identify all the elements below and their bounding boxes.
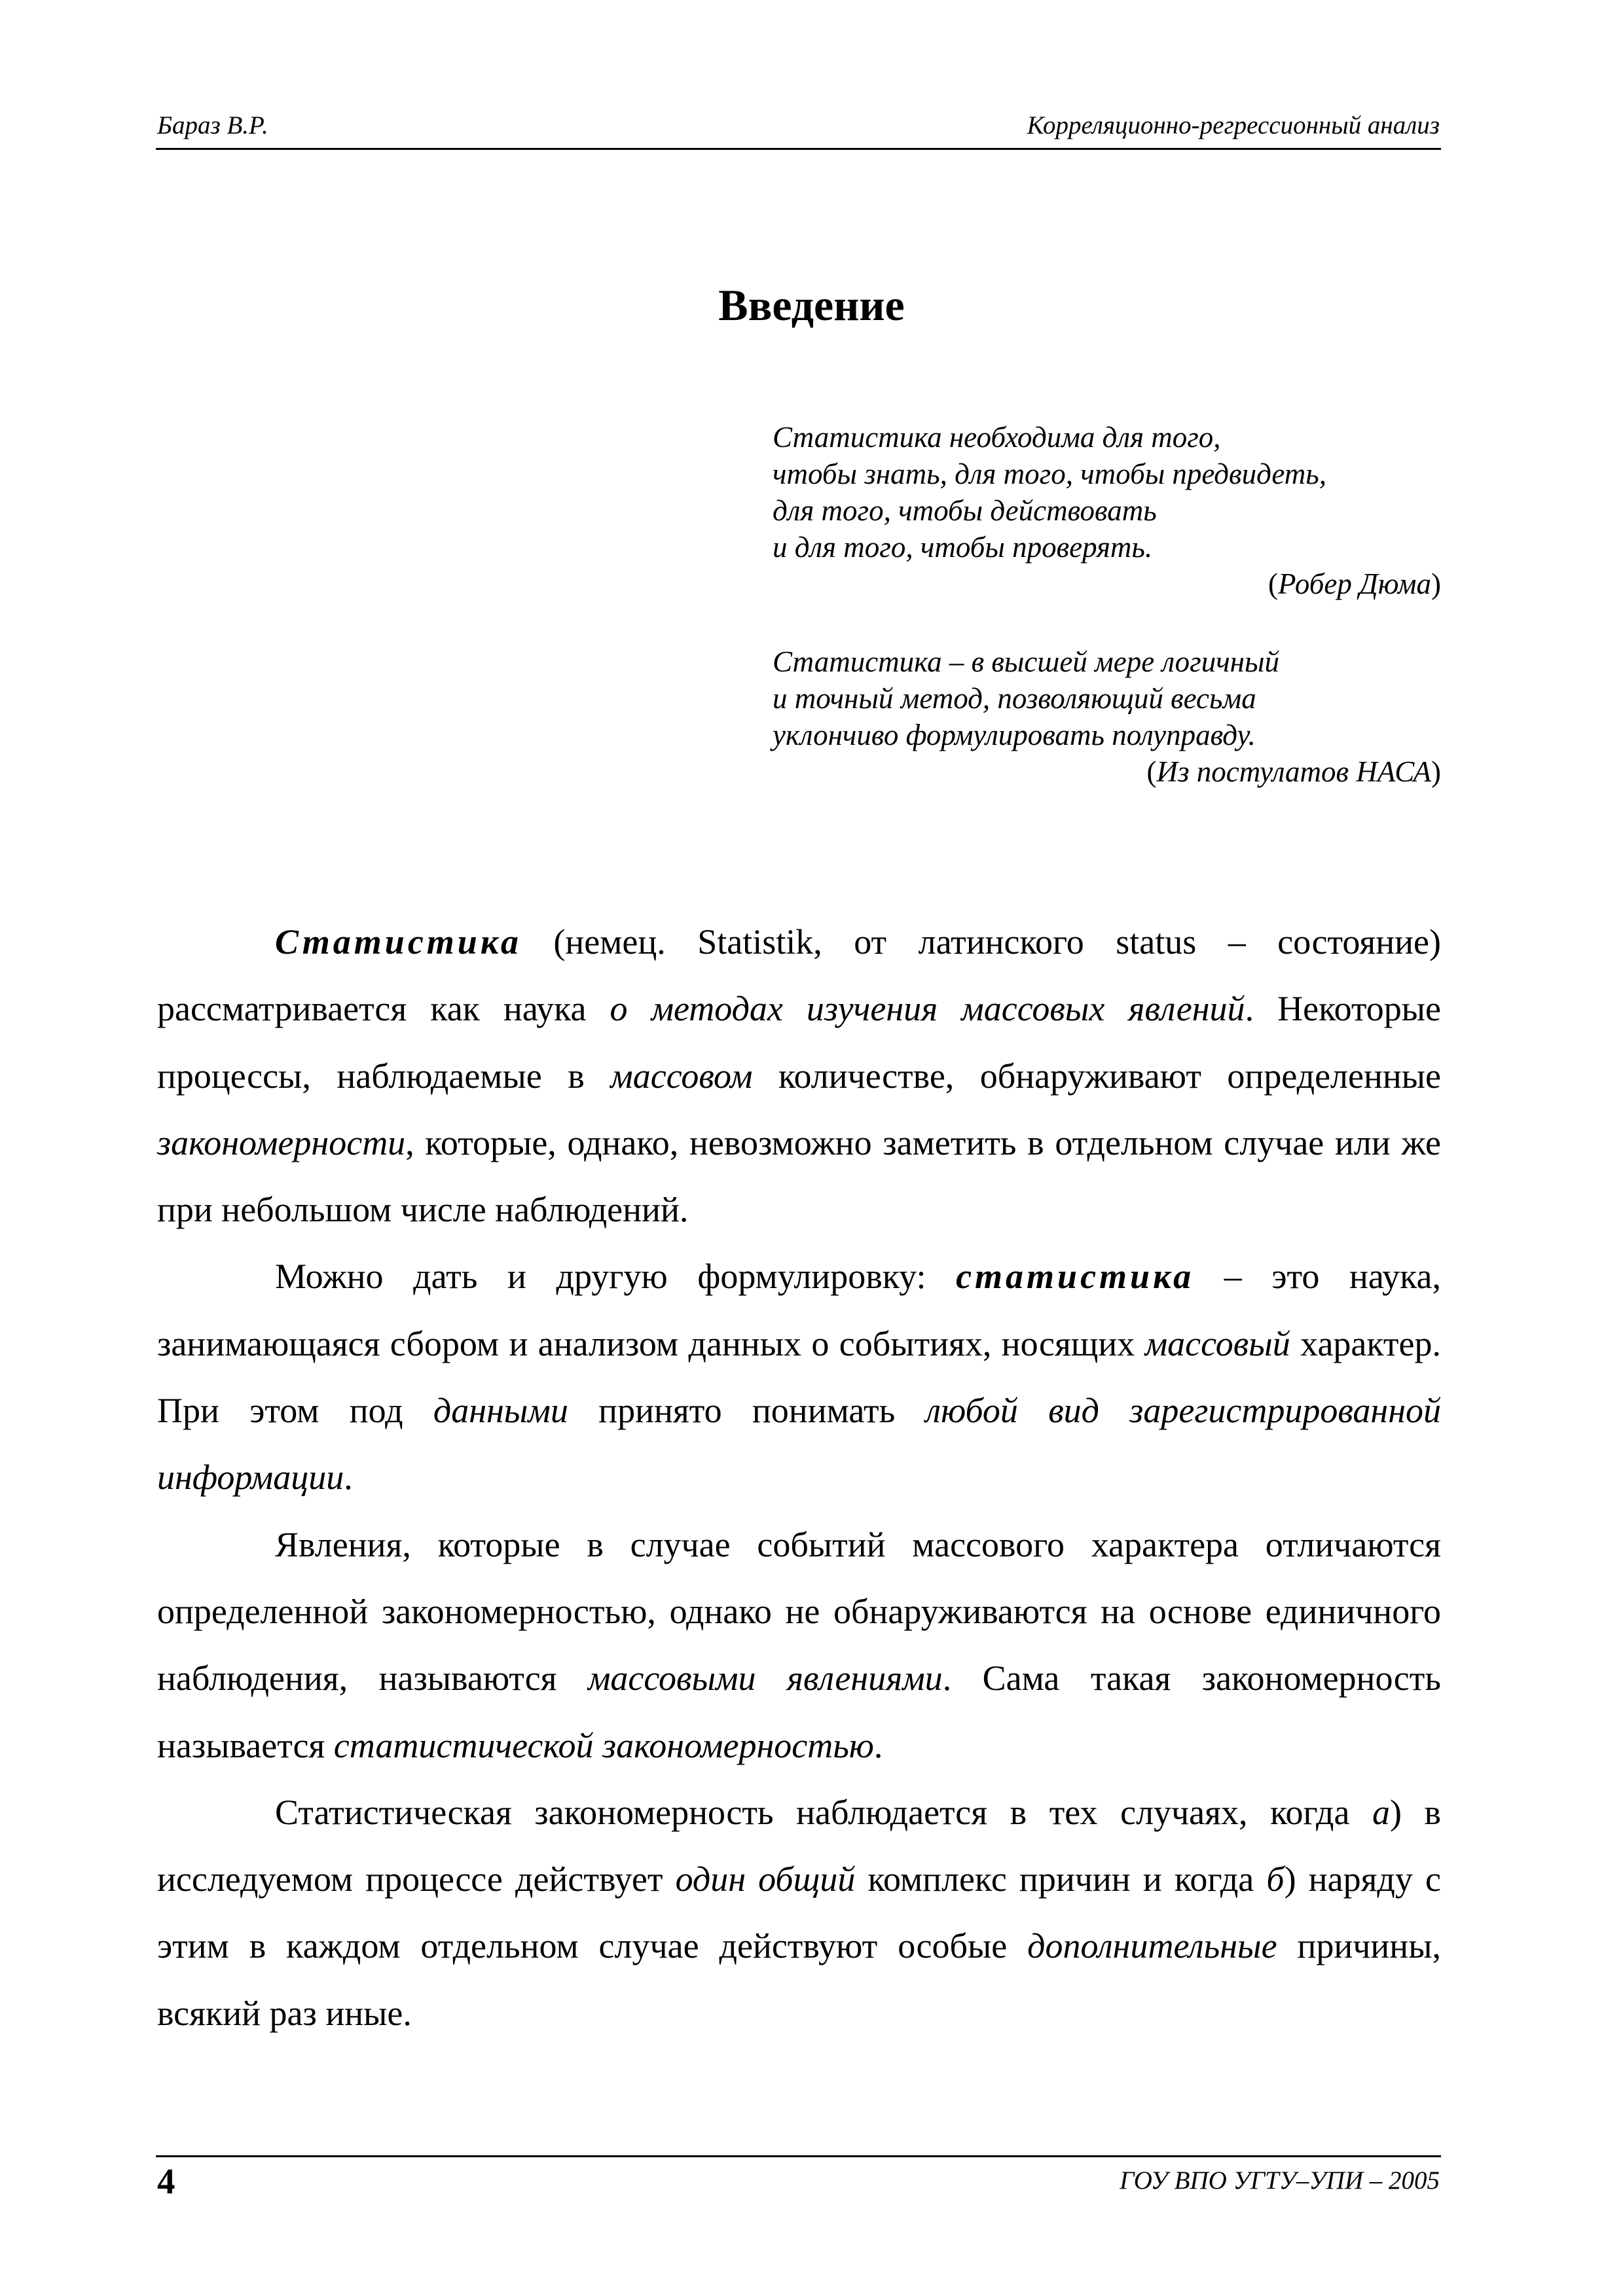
emphasis: статистической закономерностью — [333, 1725, 874, 1765]
epigraph-source: (Робер Дюма) — [1268, 567, 1441, 600]
emphasis: дополнительные — [1027, 1926, 1277, 1966]
paragraph-1 — [157, 908, 1441, 1243]
footer-publisher: ГОУ ВПО УГТУ–УПИ – 2005 — [1120, 2166, 1440, 2195]
text-run: ) наряду с этим в каждом отдельном случае действуют особые — [157, 1859, 1441, 1966]
text-run: Статистическая закономерность наблюдается в тех случаях, когда — [275, 1792, 1372, 1832]
epigraph-1 — [773, 419, 1441, 602]
emphasis: массовом — [610, 1056, 753, 1096]
paragraph-4 — [157, 1779, 1441, 2047]
paragraph-3 — [157, 1511, 1441, 1779]
epigraph-line: чтобы знать, для того, чтобы предвидеть, — [773, 457, 1326, 490]
text-run: ) в исследуемом процессе действует — [157, 1792, 1441, 1899]
epigraph-line: и для того, чтобы проверять. — [773, 531, 1153, 564]
epigraph-line: для того, чтобы действовать — [773, 494, 1157, 527]
epigraph-line: Статистика необходима для того, — [773, 421, 1221, 454]
emphasis: закономерности — [157, 1122, 406, 1162]
emphasis: б — [1266, 1859, 1285, 1899]
text-run: . Некоторые процессы, наблюдаемые в — [157, 989, 1442, 1096]
text-run: – это наука, занимающаяся сбором и анализом данных о событиях, носящих — [157, 1257, 1441, 1363]
page-number: 4 — [157, 2161, 175, 2201]
term-statistics: статистика — [956, 1257, 1195, 1297]
text-run: комплекс причин и когда — [855, 1859, 1267, 1899]
emphasis: данными — [433, 1391, 568, 1431]
epigraph-line: уклончиво формулировать полуправду. — [773, 719, 1256, 751]
text-run: (немец. Statistik, от латинского status – состояние) рассматривается как наука — [157, 922, 1441, 1029]
text-run: . Сама такая закономерность называется — [157, 1659, 1441, 1765]
running-header-title: Корреляционно-регрессионный анализ — [1027, 111, 1440, 139]
paragraph-2 — [157, 1243, 1441, 1511]
footer-rule — [156, 2155, 1441, 2157]
term-statistics: Статистика — [275, 922, 522, 961]
emphasis: один общий — [675, 1859, 856, 1899]
text-run: . — [344, 1458, 353, 1498]
running-header-author: Бараз В.Р. — [157, 111, 268, 139]
header-rule — [156, 148, 1441, 150]
text-run: , которые, однако, невозможно заметить в отдельном случае или же при небольшом числе наблюдений. — [157, 1122, 1441, 1230]
section-title: Введение — [718, 280, 905, 330]
emphasis: о методах изучения массовых явлений — [610, 989, 1245, 1029]
emphasis: массовыми явлениями — [587, 1659, 943, 1698]
text-run: причины, всякий раз иные. — [157, 1926, 1441, 2033]
text-run: Явления, которые в случае событий массового характера отличаются определенной закономерностью, однако не обнаруживаются на основе единичного наблюдения, называются — [157, 1524, 1441, 1698]
body-text — [157, 908, 1441, 2047]
epigraph-source-text: Из постулатов НАСА — [1156, 755, 1431, 788]
text-run: количестве, обнаруживают определенные — [752, 1056, 1441, 1096]
emphasis: массовый — [1144, 1323, 1290, 1363]
epigraph-source: (Из постулатов НАСА) — [1146, 755, 1441, 788]
emphasis: а — [1372, 1792, 1390, 1832]
text-run: характер. При этом под — [157, 1323, 1441, 1431]
epigraph-2 — [773, 643, 1441, 790]
emphasis: любой вид зарегистрированной информации — [157, 1391, 1442, 1498]
epigraph-line: и точный метод, позволяющий весьма — [773, 682, 1256, 715]
text-run: Можно дать и другую формулировку: — [275, 1257, 957, 1297]
text-run: . — [873, 1725, 883, 1765]
epigraph-line: Статистика – в высшей мере логичный — [773, 645, 1279, 678]
epigraph-source-text: Робер Дюма — [1278, 567, 1431, 600]
text-run: принято понимать — [568, 1391, 926, 1431]
